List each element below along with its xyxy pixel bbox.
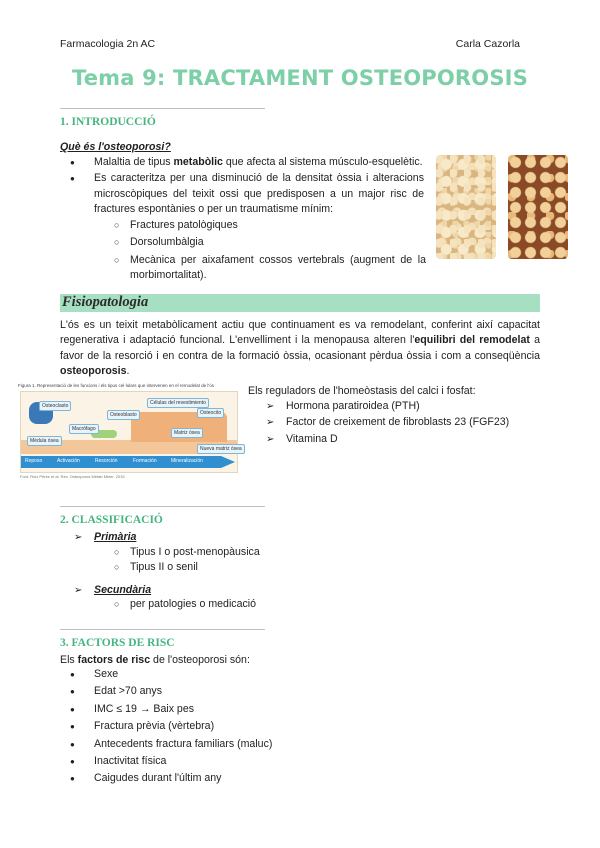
fisio-text-2: a favor de la resorció i en contra de la formació òssia, ocasionant pèrdua òssia i com a conseqüència xyxy=(60,334,540,362)
list-item: ● Edat >70 anys xyxy=(94,684,394,699)
remodeling-figure xyxy=(18,383,242,483)
stage-label: Activación xyxy=(57,458,80,464)
section-heading-classificacio: 2. CLASSIFICACIÓ xyxy=(60,514,163,526)
fisio-band xyxy=(60,294,540,312)
regulators-list xyxy=(286,399,546,447)
primary-label: Primària xyxy=(94,531,137,543)
factors-intro-post: de l'osteoporosi són: xyxy=(150,654,250,666)
fisio-bold-2: osteoporosis xyxy=(60,365,127,378)
list-item: ● IMC ≤ 19 → Baix pes xyxy=(94,702,394,717)
figure-source: Font: Ruiz Pérez et al. Rev. Osteoporos Metab Miner. 2015 xyxy=(20,474,125,479)
section-divider xyxy=(60,506,265,507)
fisio-text-1: L'ós es un teixit metabòlicament actiu que continuament es va remodelant, conferint així capacitat regenerativa i adaptació funcional. L'envelliment i la menopausa alteren l' xyxy=(60,319,540,347)
classificacio-primary xyxy=(94,530,394,545)
list-item: ○ per patologies o medicació xyxy=(130,597,430,612)
list-item: ● Caigudes durant l'últim any xyxy=(94,771,394,786)
intro-question: Què és l'osteoporosi? xyxy=(60,141,171,153)
secondary-sublist xyxy=(130,597,430,612)
list-item: ● Antecedents fractura familiars (maluc) xyxy=(94,737,394,752)
regulators-title: Els reguladors de l'homeòstasis del calci i fosfat: xyxy=(248,385,476,397)
factors-intro-bold: factors de risc xyxy=(77,654,151,666)
figure-panel xyxy=(20,391,242,473)
list-item: ● Fractura prèvia (vèrtebra) xyxy=(94,719,394,734)
stage-label: Formación xyxy=(133,458,157,464)
section-heading-fisio: Fisiopatologia xyxy=(62,294,149,310)
figure-tag: Osteocito xyxy=(197,408,224,418)
section-heading-factors: 3. FACTORS DE RISC xyxy=(60,637,175,649)
list-item: ➢ Factor de creixement de fibroblasts 23 (FGF23) xyxy=(286,415,546,430)
figure-tag: Osteoclasto xyxy=(39,401,71,411)
intro-list xyxy=(94,155,424,218)
intro-b1-bold: metabòlic xyxy=(173,156,223,168)
section-heading-intro: 1. INTRODUCCIÓ xyxy=(60,116,156,128)
list-item: ● Inactivitat física xyxy=(94,754,394,769)
section-divider xyxy=(60,108,265,109)
stages-arrow xyxy=(21,454,237,470)
stage-label: Resorción xyxy=(95,458,118,464)
figure-tag: Osteoblasto xyxy=(107,410,140,420)
intro-sublist xyxy=(130,218,426,284)
intro-b1-post: que afecta al sistema músculo-esquelètic. xyxy=(222,156,423,168)
figure-caption: Figura 1. Representació de les funcions i els tipus cel·lulars que intervenen en el remodelat de l'ós xyxy=(18,383,214,388)
bone-normal-image xyxy=(436,155,496,259)
list-item xyxy=(94,155,424,170)
factors-intro-pre: Els xyxy=(60,654,78,666)
factors-list xyxy=(94,667,394,787)
list-item: ○ Dorsolumbàlgia xyxy=(130,235,426,250)
figure-tag: Nueva matriz ósea xyxy=(197,444,245,454)
page-title: Tema 9: TRACTAMENT OSTEOPOROSIS xyxy=(71,66,529,90)
primary-sublist xyxy=(130,545,430,576)
fisio-text-3: . xyxy=(126,365,130,378)
factors-intro xyxy=(60,654,250,666)
stage-label: Mineralización xyxy=(171,458,203,464)
list-item: ➢ Vitamina D xyxy=(286,432,546,447)
header-course: Farmacologia 2n AC xyxy=(60,38,156,50)
intro-b1-pre: Malaltia de tipus xyxy=(94,156,174,168)
section-divider xyxy=(60,629,265,630)
figure-tag: Células del revestimiento xyxy=(147,398,209,408)
list-item xyxy=(94,530,394,545)
figure-tag: Matriz ósea xyxy=(171,428,203,438)
list-item: ○ Mecànica per aixafament cossos vertebrals (augment de la morbimortalitat). xyxy=(130,253,426,284)
list-item: ● Sexe xyxy=(94,667,394,682)
list-item: ➢ Hormona paratiroidea (PTH) xyxy=(286,399,546,414)
list-item: ○ Fractures patològiques xyxy=(130,218,426,233)
list-item: ○ Tipus I o post-menopàusica xyxy=(130,545,430,560)
figure-tag: Macrófago xyxy=(69,424,99,434)
secondary-label: Secundària xyxy=(94,584,152,596)
list-item: ● Es caracteritza per una disminució de la densitat òssia i alteracions microscòpiques del teixit ossi que predisposen a un major risc de fractures espontànies o per un traumatisme mínim: xyxy=(94,171,424,217)
list-item: ○ Tipus II o senil xyxy=(130,560,430,575)
figure-tag: Médula ósea xyxy=(27,436,62,446)
fisio-paragraph xyxy=(60,318,540,380)
bone-osteoporotic-image xyxy=(508,155,568,259)
fisio-bold-1: equilibri del remodelat xyxy=(414,334,530,347)
stage-label: Reposo xyxy=(25,458,43,464)
header-author: Carla Cazorla xyxy=(455,38,520,50)
